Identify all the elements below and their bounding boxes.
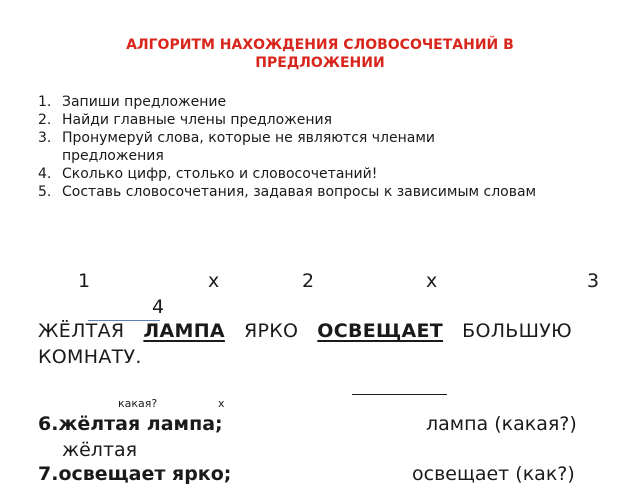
sentence-word: ЯРКО [243,320,299,342]
step-text: Пронумеруй слова, которые не являются членами предложения [62,130,435,164]
step-item [38,129,498,165]
algorithm-steps [38,93,618,201]
word-number-4: 4 [152,296,165,318]
sentence-line-1 [38,320,572,342]
word-number-2: 2 [302,270,315,292]
sentence-word: КОМНАТУ. [38,346,142,368]
phrase-label: 7.освещает ярко; [38,463,232,485]
step-number: 4. [38,166,52,182]
phrase-label: 6.жёлтая лампа; [38,413,223,435]
word-mark-x: x [426,270,438,292]
x-annotation: x [218,397,225,410]
question-annotation: какая? [118,397,158,410]
page-title: АЛГОРИТМ НАХОЖДЕНИЯ СЛОВОСОЧЕТАНИЙ В ПРЕДЛОЖЕНИИ [126,37,514,71]
step-number: 3. [38,130,52,146]
step-item [38,165,618,183]
step-text: Найди главные члены предложения [62,112,333,128]
step-text: Составь словосочетания, задавая вопросы к зависимым словам [62,184,537,200]
word-number-1: 1 [78,270,91,292]
sentence-word: БОЛЬШУЮ [462,320,572,342]
step-number: 1. [38,94,52,110]
phrase-analysis: освещает (как?) [412,463,575,485]
phrase-analysis: жёлтая [62,439,138,461]
step-text: Сколько цифр, столько и словосочетаний! [62,166,378,182]
predicate-word: ОСВЕЩАЕТ [317,320,444,342]
word-number-3: 3 [587,270,600,292]
underline-mark [352,394,447,395]
step-item [38,183,618,201]
word-mark-x: x [208,270,220,292]
subject-word: ЛАМПА [143,320,225,342]
step-item [38,93,618,111]
step-number: 5. [38,184,52,200]
step-item [38,111,618,129]
sentence-word: ЖЁЛТАЯ [38,320,125,342]
step-number: 2. [38,112,52,128]
phrase-analysis: лампа (какая?) [426,413,577,435]
step-text: Запиши предложение [62,94,227,110]
sentence-line-2 [38,346,142,368]
